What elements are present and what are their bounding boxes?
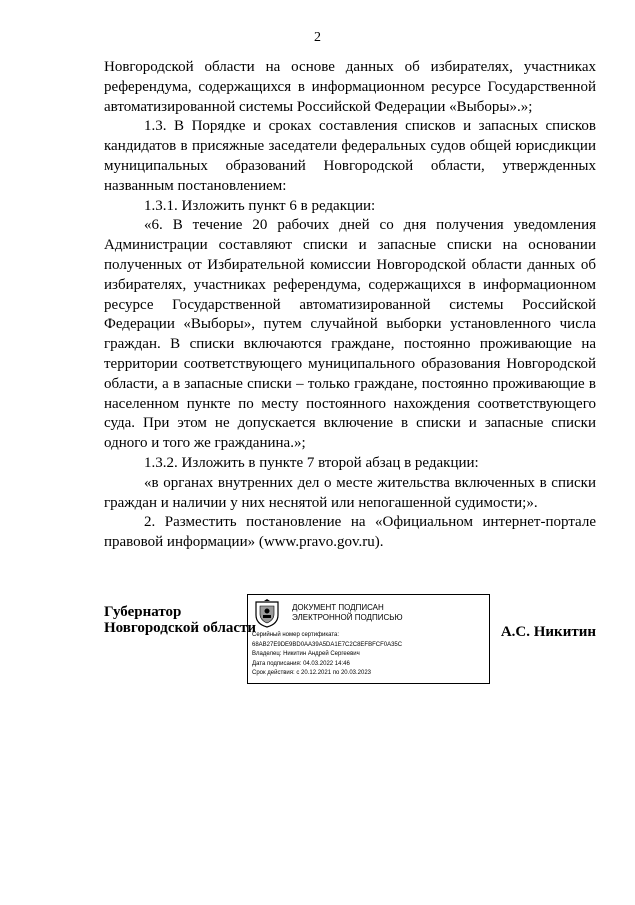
signatory-position [104, 604, 256, 636]
stamp-cert-number: 68AB27E9DE9BD0AA39A5DA1E7C2C8EFBFCF0A35C [252, 641, 403, 648]
signatory-name: А.С. Никитин [500, 624, 596, 640]
stamp-header [292, 603, 482, 623]
stamp-details [252, 631, 488, 679]
stamp-owner: Владелец: Никитин Андрей Сергеевич [252, 651, 360, 657]
signatory-position-line2: Новгородской области [104, 620, 257, 636]
stamp-header-line1: ДОКУМЕНТ ПОДПИСАН [292, 603, 384, 612]
stamp-validity: Срок действия: с 20.12.2021 по 20.03.2023 [252, 670, 372, 676]
paragraph-2: 1.3. В Порядке и сроках составления списков и запасных списков кандидатов в присяжные заседатели федеральных судов общей юрисдикции муниципальных образований Новгородской области, утвержденных названным постановлением: [104, 118, 596, 194]
document-body [104, 58, 596, 553]
paragraph-7: 2. Разместить постановление на «Официальном интернет-портале правовой информации» (www.pravo.gov.ru). [104, 514, 596, 551]
stamp-header-line2: ЭЛЕКТРОННОЙ ПОДПИСЬЮ [292, 613, 403, 622]
signatory-position-line1: Губернатор [104, 604, 182, 620]
signature-block [104, 594, 596, 688]
stamp-cert-label: Серийный номер сертификата: [252, 632, 340, 638]
stamp-date: Дата подписания: 04.03.2022 14:46 [252, 660, 350, 667]
paragraph-4: «6. В течение 20 рабочих дней со дня получения уведомления Администрации составляют списки и запасные списки на основании полученных от Избирательной комиссии Новгородской области данных об избирателях, участниках референдума, содержащихся в информационном ресурсе Государственной автоматизированной системы Российской Федерации «Выборы», путем случайной выборки установленного числа граждан. В списки включаются граждане, постоянно проживающие на территории соответствующего муниципального образования Новгородской области, а в запасные списки – только граждане, постоянно проживающие в населенном пункте по месту постоянного нахождения соответствующего суда. При этом не допускается включение в списки и запасные списки одного и того же гражданина.»; [104, 217, 596, 452]
electronic-signature-stamp [247, 594, 490, 684]
paragraph-6: «в органах внутренних дел о месте жительства включенных в списки граждан и наличии у них неснятой или непогашенной судимости;». [104, 474, 596, 511]
paragraph-3: 1.3.1. Изложить пункт 6 в редакции: [144, 197, 376, 214]
page-number: 2 [314, 30, 321, 45]
paragraph-1: Новгородской области на основе данных об избирателях, участниках референдума, содержащихся в информационном ресурсе Государственной автоматизированной системы Российской Федерации «Выборы».»; [104, 59, 596, 115]
coat-of-arms-icon [253, 599, 281, 629]
paragraph-5: 1.3.2. Изложить в пункте 7 второй абзац в редакции: [144, 454, 479, 471]
